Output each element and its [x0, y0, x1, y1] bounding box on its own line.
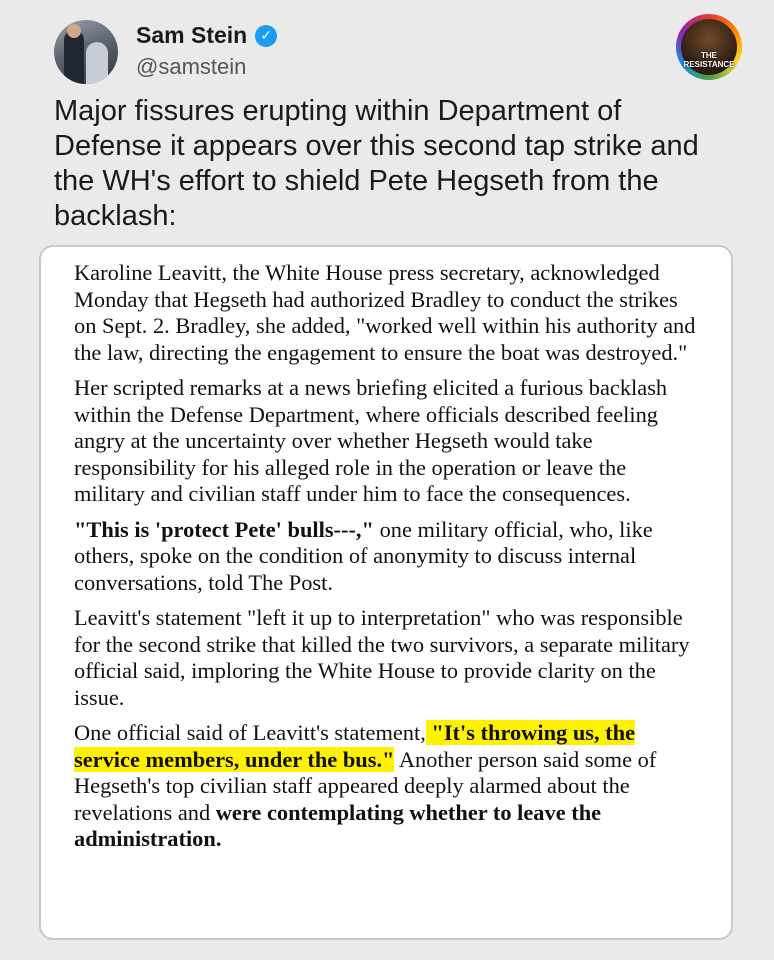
excerpt-paragraph-1: Karoline Leavitt, the White House press secretary, acknowledged Monday that Hegseth had authorized Bradley to conduct the strikes on Sept. 2. Bradley, she added, "worked well within his authority and the law, directing the engagement to ensure the boat was destroyed.": [74, 260, 696, 365]
tweet-header: [54, 14, 744, 86]
author-handle[interactable]: @samstein: [136, 54, 247, 79]
avatar[interactable]: [54, 20, 118, 84]
badge-text: [684, 51, 735, 69]
excerpt-paragraph-4: Leavitt's statement "left it up to interpretation" who was responsible for the second strike that killed the two survivors, a separate military official said, imploring the White House to provide clarity on the issue.: [74, 605, 690, 710]
excerpt-paragraph-5-bold-end: were contemplating whether to leave the administration.: [74, 799, 602, 851]
avatar-figure: [64, 30, 84, 84]
verified-badge-icon: ✓: [255, 25, 277, 47]
excerpt-paragraph-3: [74, 517, 701, 597]
excerpt-paragraph-5: [74, 720, 701, 853]
badge-text-line1: THE: [701, 51, 717, 60]
excerpt-paragraph-5-start: One official said of Leavitt's statement,: [74, 720, 426, 745]
excerpt-paragraph-2: Her scripted remarks at a news briefing elicited a furious backlash within the Defense Department, where officials described feeling angry at the uncertainty over whether Hegseth would take responsibility for his alleged role in the operation or leave the military and civilian staff under him to face the consequences.: [74, 375, 668, 506]
avatar-head: [67, 24, 81, 38]
quoted-article-excerpt: [39, 245, 733, 940]
avatar-figure-2: [86, 42, 108, 84]
highlighted-quote: "It's throwing us, the service members, under the bus.": [74, 720, 636, 772]
excerpt-quote-bold: "This is 'protect Pete' bulls---,": [74, 516, 374, 542]
badge-text-line2: RESISTANCE: [683, 60, 735, 69]
excerpt-paragraph-5-mid: Another person said some of Hegseth's top civilian staff appeared deeply alarmed about the revelations and: [74, 746, 657, 825]
author-name-row: [136, 22, 277, 49]
excerpt-paragraph-3-rest: one military official, who, like others, spoke on the condition of anonymity to discuss internal conversations, told The Post.: [74, 516, 653, 595]
author-name[interactable]: Sam Stein: [136, 22, 248, 48]
tweet-text: Major fissures erupting within Department of Defense it appears over this second tap strike and the WH's effort to shield Pete Hegseth from the backlash:: [54, 95, 699, 232]
resistance-badge-logo: [676, 14, 742, 80]
statue-of-liberty-icon: [681, 19, 737, 75]
